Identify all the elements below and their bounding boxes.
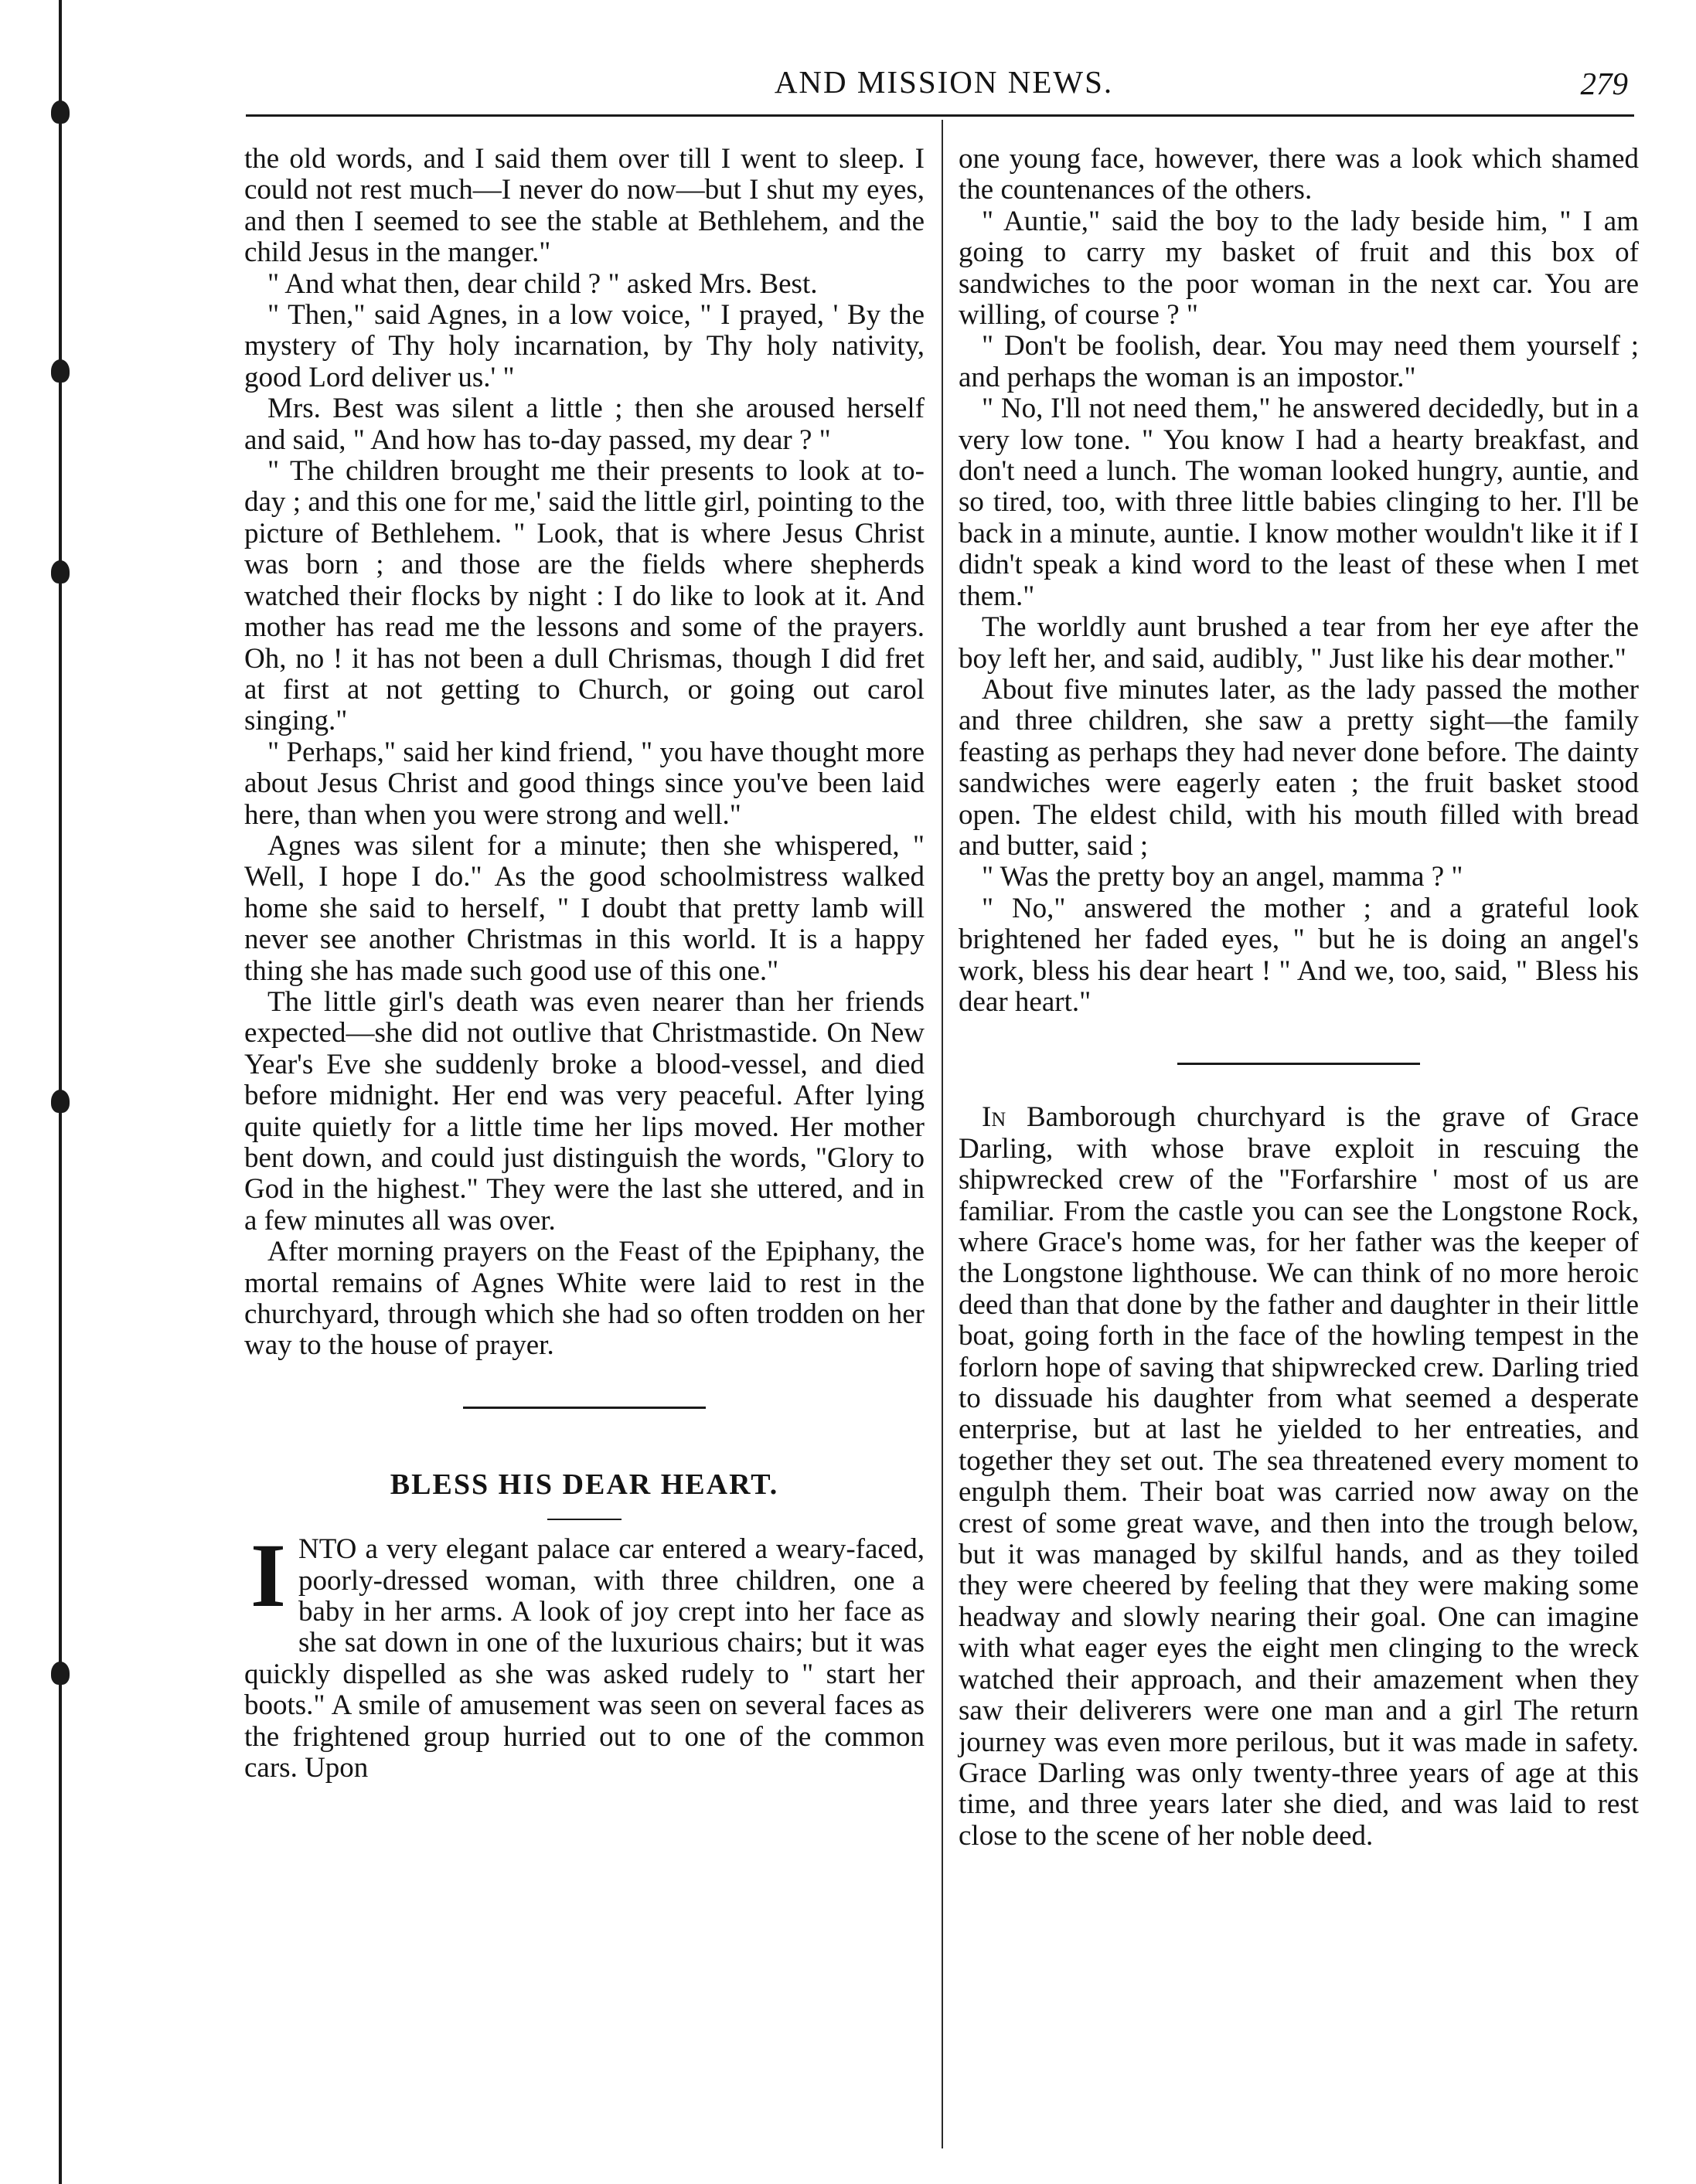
paragraph: " Perhaps," said her kind friend, " you have thought more about Jesus Christ and good things since you've been laid here, than when you were strong and well." [244, 736, 925, 831]
binding-mark [51, 1662, 70, 1685]
paragraph: After morning prayers on the Feast of the Epiphany, the mortal remains of Agnes White were laid to rest in the churchyard, through which she had so often trodden on her way to the house of prayer. [244, 1236, 925, 1362]
story-opening [244, 1525, 925, 1784]
paragraph: About five minutes later, as the lady passed the mother and three children, she saw a pretty sight—the family feasting as perhaps they had never done before. The dainty sandwiches were eagerly eaten ; the fruit basket stood open. The eldest child, with his mouth filled with bread and butter, said ; [959, 673, 1639, 862]
lead-word: In [982, 1101, 1006, 1134]
page-header [246, 63, 1634, 110]
article-headline: BLESS HIS DEAR HEART. [390, 1468, 779, 1501]
paragraph: Agnes was silent for a minute; then she whispered, " Well, I hope I do." As the good schoolmistress walked home she said to herself, " I doubt that pretty lamb will never see another Christmas in this world. It is a happy thing she has made such good use of this one." [244, 829, 925, 987]
paragraph: " The children brought me their presents to look at to-day ; and this one for me,' said the little girl, pointing to the picture of Bethlehem. " Look, that is where Jesus Christ was born ; and those are the fields where shepherds watched their flocks by night : I do like to look at it. And mother has read me the lessons and some of the prayers. Oh, no ! it has not been a dull Chrismas, though I did fret at first at not getting to Church, or going out carol singing." [244, 455, 925, 737]
paragraph: one young face, however, there was a look which shamed the countenances of the others. [959, 143, 1639, 206]
paragraph: " No," answered the mother ; and a grateful look brightened her faded eyes, " but he is doing an angel's work, bless his dear heart ! " And we, too, said, " Bless his dear heart." [959, 892, 1639, 1018]
binding-mark [51, 560, 70, 583]
story-opening-text: NTO a very elegant palace car entered a weary-faced, poorly-dressed woman, with three children, one a baby in her arms. A look of joy crept into her face as she sat down in one of the luxurious chairs; but it was quickly dispelled as she was asked rudely to " start her boots." A smile of amusement was seen on several faces as the frightened group hurried out to one of the common cars. Upon [244, 1533, 925, 1784]
paragraph: The little girl's death was even nearer than her friends expected—she did not outlive that Christmastide. On New Year's Eve she suddenly broke a blood-vessel, and died before midnight. Her end was very peaceful. After lying quite quietly for a little time her lips moved. Her mother bent down, and could just distinguish the words, "Glory to God in the highest." They were the last she uttered, and in a few minutes all was over. [244, 985, 925, 1237]
paragraph: " And what then, dear child ? " asked Mrs. Best. [267, 267, 818, 300]
paragraph: " No, I'll not need them," he answered decidedly, but in a very low tone. " You know I had a hearty breakfast, and don't need a lunch. The woman looked hungry, auntie, and so tired, too, with three little babies clinging to her. I'll be back in a minute, auntie. I know mother wouldn't like it if I didn't speak a kind word to the least of these when I met them." [959, 393, 1639, 612]
column-divider [942, 120, 943, 2148]
headline-rule [547, 1519, 622, 1520]
paragraph: " Was the pretty boy an angel, mamma ? " [982, 861, 1463, 893]
page-number: 279 [1580, 66, 1628, 101]
section-rule [1177, 1063, 1420, 1065]
right-column [959, 144, 1639, 1852]
left-column [244, 144, 925, 1784]
paragraph: " Auntie," said the boy to the lady beside him, " I am going to carry my basket of fruit and this box of sandwiches to the poor woman in the next car. You are willing, of course ? " [959, 205, 1639, 332]
paragraph: Mrs. Best was silent a little ; then she aroused herself and said, " And how has to-day passed, my dear ? " [244, 393, 925, 456]
header-rule [246, 114, 1634, 117]
paragraph: the old words, and I said them over till I went to sleep. I could not rest much—I never do now—but I shut my eyes, and then I seemed to see the stable at Bethlehem, and the child Jesus in the manger." [244, 143, 925, 269]
binding-mark [51, 1090, 70, 1113]
grace-darling-text: Bamborough churchyard is the grave of Grace Darling, with whose brave exploit in rescuing the shipwrecked crew of the "Forfarshire ' most of us are familiar. From the castle you can see the Longstone Rock, where Grace's home was, for her father was the keeper of the Longstone lighthouse. We can think of no more heroic deed than that done by the father and daughter in their little boat, going forth in the face of the howling tempest in the forlorn hope of saving that shipwrecked crew. Darling tried to dissuade his daughter from what seemed a desperate enterprise, but at last he yielded to her entreaties, and together they set out. The sea threatened every moment to engulph them. Their boat was carried now away on the crest of some great wave, and then into the trough below, but it was managed by skilful hands, and as they toiled they were cheered by feeling that they were making some headway and slowly nearing their goal. One can imagine with what eager eyes the eight men clinging to the wreck watched their approach, and their amazement when they saw their deliverers were one man and a girl The return journey was even more perilous, but it was made in safety. Grace Darling was only twenty-three years of age at this time, and three years later she died, and was laid to rest close to the scene of her noble deed. [959, 1101, 1639, 1852]
binding-mark [51, 100, 70, 124]
grace-darling-paragraph [959, 1102, 1639, 1852]
paragraph: The worldly aunt brushed a tear from her eye after the boy left her, and said, audibly, " Just like his dear mother." [959, 611, 1639, 675]
paragraph: " Don't be foolish, dear. You may need them yourself ; and perhaps the woman is an impostor." [959, 330, 1639, 393]
drop-cap: I [250, 1525, 286, 1627]
running-head: AND MISSION NEWS. [774, 64, 1114, 100]
section-rule [463, 1407, 706, 1409]
paragraph: " Then," said Agnes, in a low voice, " I prayed, ' By the mystery of Thy holy incarnation, by Thy holy nativity, good Lord deliver us.' " [244, 299, 925, 393]
binding-mark [51, 359, 70, 383]
